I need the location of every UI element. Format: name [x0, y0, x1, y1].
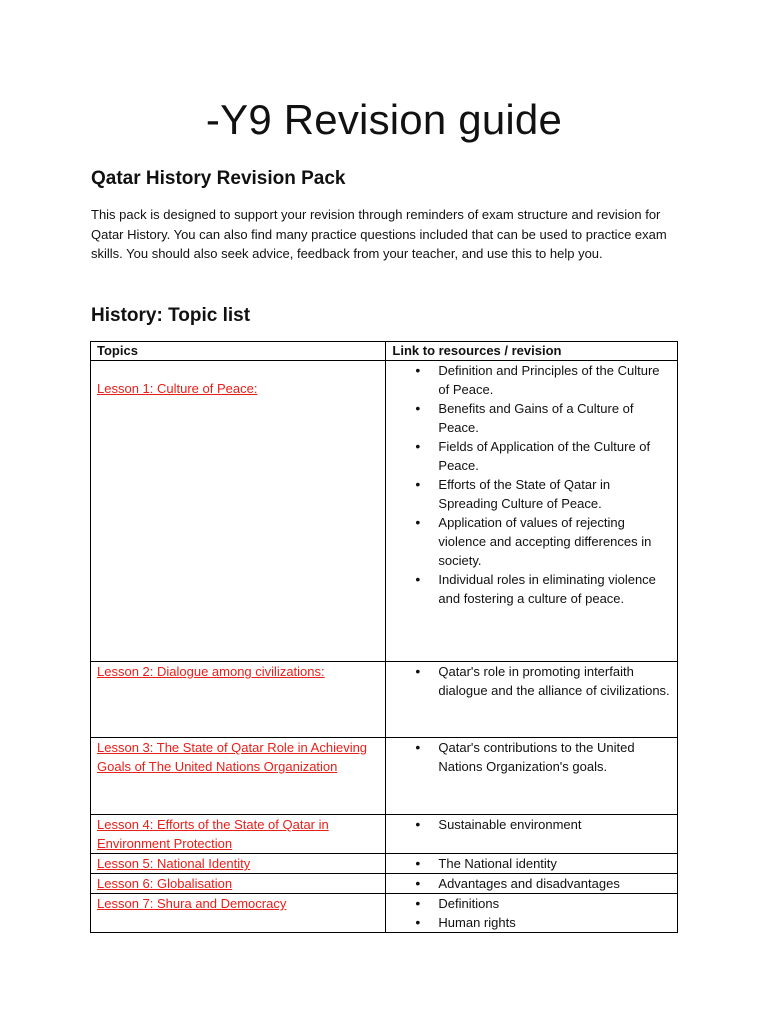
- list-item: • Definition and Principles of the Culture of Peace.: [438, 361, 671, 399]
- resources-cell: [386, 738, 678, 815]
- table-row: [91, 854, 678, 874]
- topic-table: [90, 341, 678, 933]
- bullet-list: [392, 815, 671, 834]
- table-row: [91, 662, 678, 738]
- lesson-4-link[interactable]: Lesson 4: Efforts of the State of Qatar in Environment Protection: [97, 817, 329, 851]
- topic-list-heading: History: Topic list: [91, 305, 251, 326]
- list-item: • Benefits and Gains of a Culture of Peace.: [438, 399, 671, 437]
- bullet-list: [392, 854, 671, 873]
- lesson-cell: [91, 815, 386, 854]
- list-item: • Application of values of rejecting violence and accepting differences in society.: [438, 513, 671, 570]
- list-item: • The National identity: [438, 854, 671, 873]
- list-item: • Fields of Application of the Culture of Peace.: [438, 437, 671, 475]
- header-resources: Link to resources / revision: [386, 342, 678, 361]
- lesson-cell: [91, 894, 386, 933]
- table-row: [91, 894, 678, 933]
- lesson-cell: [91, 738, 386, 815]
- bullet-list: [392, 874, 671, 893]
- lesson-5-link[interactable]: Lesson 5: National Identity: [97, 856, 251, 871]
- lesson-7-link[interactable]: Lesson 7: Shura and Democracy: [97, 896, 287, 911]
- table-header-row: [91, 342, 678, 361]
- intro-paragraph: This pack is designed to support your revision through reminders of exam structure and revision for Qatar History. You can also find many practice questions included that can be used to practice exam skills. You should also seek advice, feedback from your teacher, and use this to help you.: [91, 207, 667, 261]
- list-item: • Efforts of the State of Qatar in Spreading Culture of Peace.: [438, 475, 671, 513]
- resources-cell: [386, 874, 678, 894]
- bullet-list: [392, 894, 671, 932]
- resources-cell: [386, 662, 678, 738]
- list-item: • Qatar's contributions to the United Nations Organization's goals.: [438, 738, 671, 776]
- resources-cell: [386, 894, 678, 933]
- resources-cell: [386, 854, 678, 874]
- lesson-cell: [91, 874, 386, 894]
- lesson-6-link[interactable]: Lesson 6: Globalisation: [97, 876, 233, 891]
- lesson-cell: [91, 662, 386, 738]
- table-row: [91, 874, 678, 894]
- resources-cell: [386, 361, 678, 662]
- table-row: [91, 815, 678, 854]
- bullet-list: [392, 738, 671, 776]
- list-item: • Definitions: [438, 894, 671, 913]
- lesson-2-link[interactable]: Lesson 2: Dialogue among civilizations:: [97, 664, 325, 679]
- table-row: [91, 738, 678, 815]
- list-item: • Human rights: [438, 913, 671, 932]
- lesson-cell: [91, 854, 386, 874]
- lesson-1-link[interactable]: Lesson 1: Culture of Peace:: [97, 381, 258, 396]
- bullet-list: [392, 662, 671, 700]
- document-title: -Y9 Revision guide: [205, 96, 563, 143]
- list-item: • Advantages and disadvantages: [438, 874, 671, 893]
- header-topics: Topics: [91, 342, 386, 361]
- list-item: • Individual roles in eliminating violence and fostering a culture of peace.: [438, 570, 671, 608]
- lesson-3-link[interactable]: Lesson 3: The State of Qatar Role in Achieving Goals of The United Nations Organization: [97, 740, 368, 774]
- resources-cell: [386, 815, 678, 854]
- list-item: • Sustainable environment: [438, 815, 671, 834]
- pack-title: Qatar History Revision Pack: [91, 168, 346, 189]
- table-row: [91, 361, 678, 662]
- lesson-cell: [91, 361, 386, 662]
- bullet-list: [392, 361, 671, 608]
- list-item: • Qatar's role in promoting interfaith dialogue and the alliance of civilizations.: [438, 662, 671, 700]
